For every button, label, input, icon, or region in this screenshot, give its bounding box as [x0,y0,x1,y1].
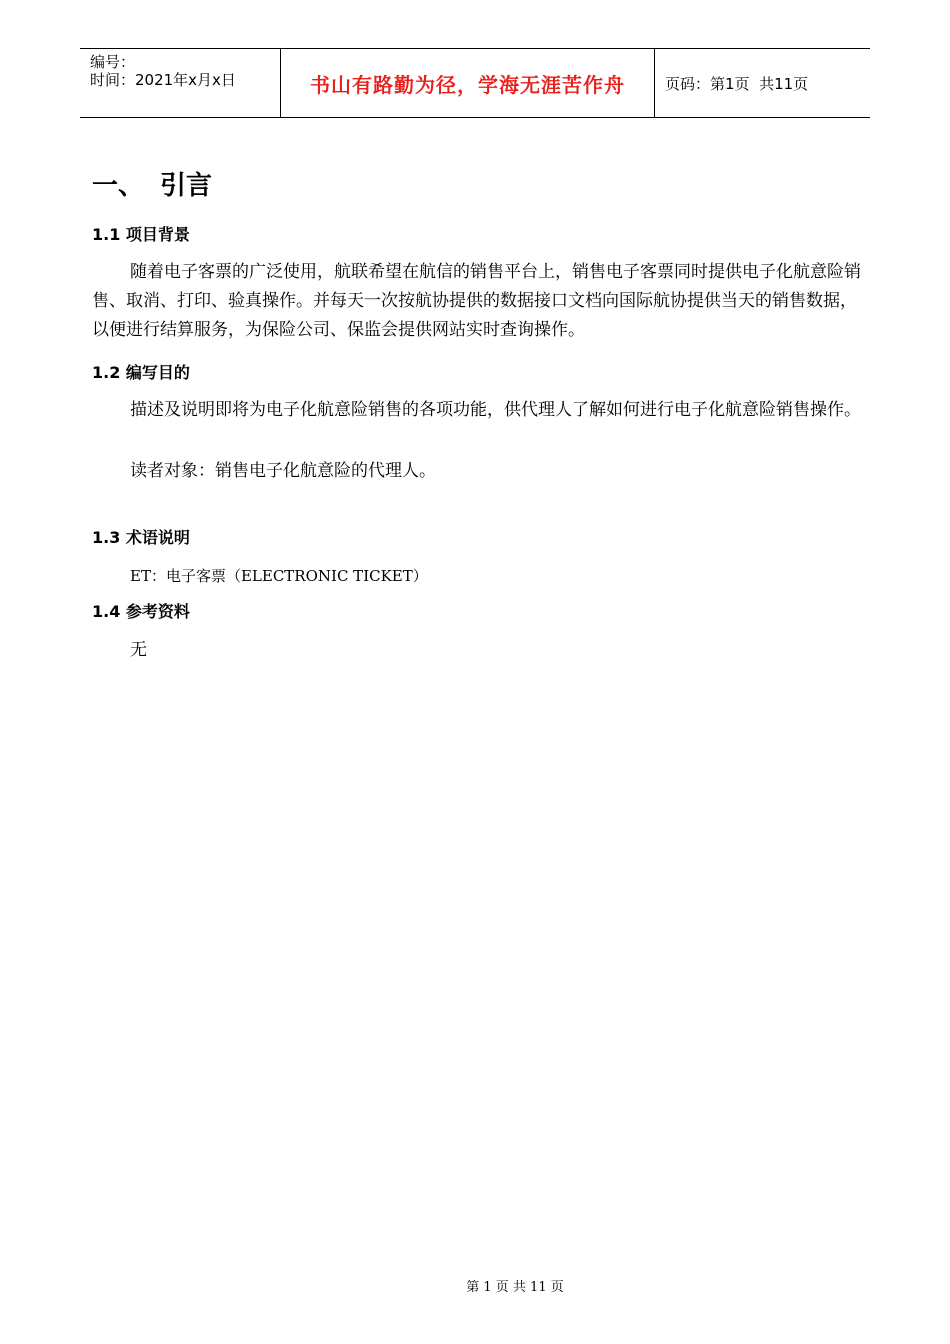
header-motto: 书山有路勤为径，学海无涯苦作舟 [281,49,655,117]
section-heading: 1.3 术语说明 [92,528,190,547]
section-heading: 1.4 参考资料 [92,602,190,621]
section-paragraph: 随着电子客票的广泛使用，航联希望在航信的销售平台上，销售电子客票同时提供电子化航意险销售、取消、打印、验真操作。并每天一次按航协提供的数据接口文档向国际航协提供当天的销售数据，以便进行结算服务，为保险公司、保监会提供网站实时查询操作。 [92,262,861,340]
chapter-number: 一、 [92,171,145,201]
chapter-title: 引言 [160,171,213,201]
header-meta [80,49,281,117]
section-heading: 1.2 编写目的 [92,363,190,382]
page-header [80,48,870,118]
page-footer [0,1276,950,1295]
section-paragraph: 无 [130,640,147,660]
document-number-label: 编号： [90,53,136,71]
header-page-label: 页码：第1页 共11页 [665,74,809,93]
document-date: 时间：2021年x月x日 [90,71,236,89]
section-paragraph: 描述及说明即将为电子化航意险销售的各项功能，供代理人了解如何进行电子化航意险销售操作。 [130,400,861,420]
chapter-heading [92,160,862,212]
section-heading: 1.1 项目背景 [92,225,190,244]
section-paragraph: ET：电子客票（ELECTRONIC TICKET） [130,567,428,585]
header-page-info [655,49,870,117]
footer-page-number: 第 1 页 共 11 页 [466,1280,564,1295]
section-paragraph: 读者对象：销售电子化航意险的代理人。 [130,461,436,481]
document-body [92,160,862,660]
